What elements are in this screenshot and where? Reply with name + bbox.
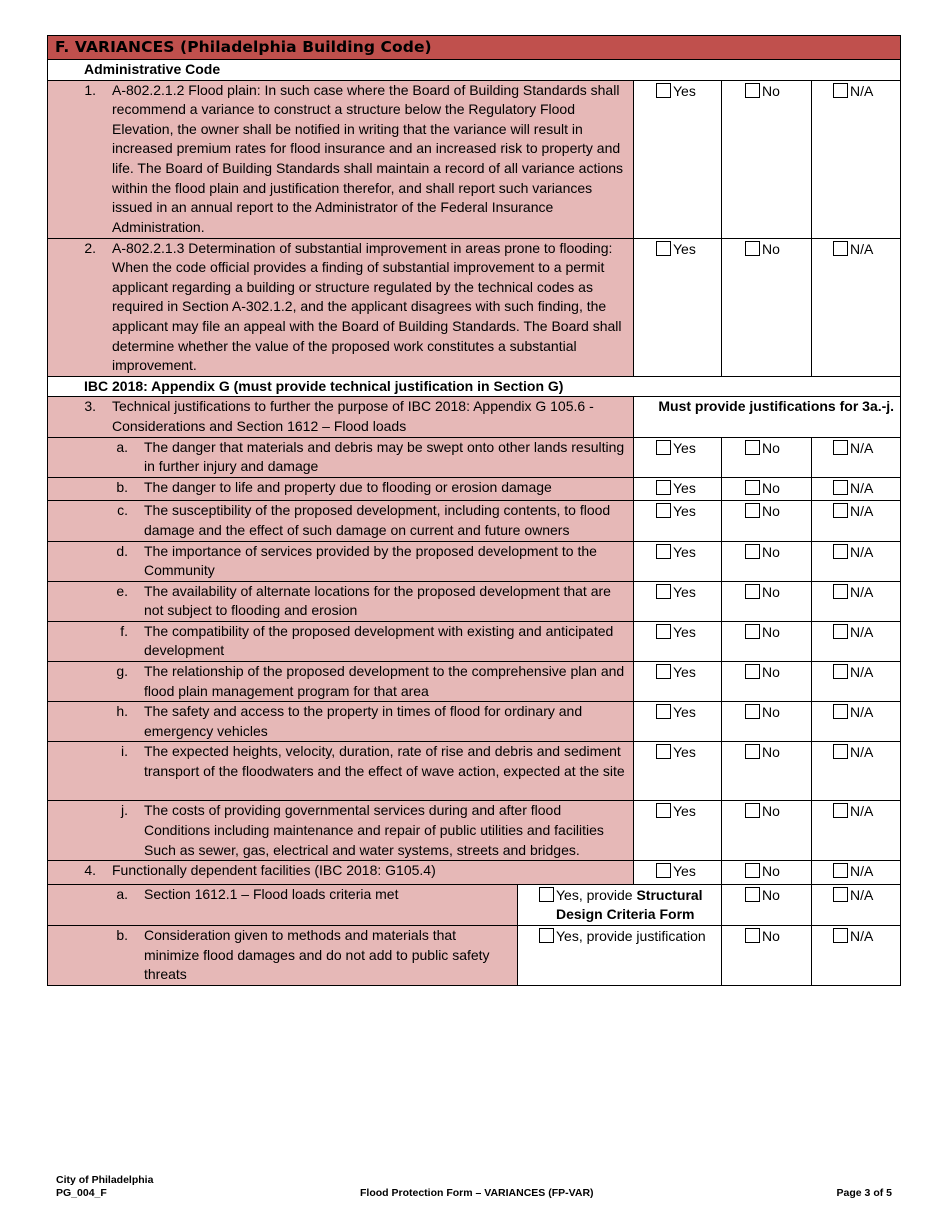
item-letter: g.	[116, 663, 128, 680]
no-label: No	[762, 803, 780, 820]
sub-item-row	[48, 662, 901, 702]
item-text: The expected heights, velocity, duration, rate of rise and debris and sediment transport of the floodwaters and the effect of wave action, expected at the site	[144, 743, 625, 780]
sub-item-row	[48, 621, 901, 661]
no-checkbox[interactable]	[745, 503, 760, 518]
item-text: Section 1612.1 – Flood loads criteria met	[144, 885, 399, 902]
ibc-heading-row	[48, 376, 901, 397]
no-checkbox[interactable]	[745, 704, 760, 719]
na-label: N/A	[850, 863, 874, 880]
na-checkbox[interactable]	[833, 803, 848, 818]
item-number: 2.	[84, 239, 96, 256]
yes-checkbox[interactable]	[656, 584, 671, 599]
na-label: N/A	[850, 744, 874, 761]
na-checkbox[interactable]	[833, 544, 848, 559]
yes-checkbox[interactable]	[656, 440, 671, 455]
na-label: N/A	[850, 623, 874, 640]
no-checkbox[interactable]	[745, 83, 760, 98]
item-letter: d.	[116, 542, 128, 559]
no-label: No	[762, 704, 780, 721]
sub-item-row	[48, 501, 901, 541]
sub-item-row	[48, 801, 901, 861]
admin-item-2-row	[48, 238, 901, 376]
no-checkbox[interactable]	[745, 664, 760, 679]
item-text: The compatibility of the proposed development with existing and anticipated development	[144, 622, 614, 659]
na-label: N/A	[850, 543, 874, 560]
na-checkbox[interactable]	[833, 928, 848, 943]
yes-checkbox[interactable]	[539, 928, 554, 943]
yes-checkbox[interactable]	[539, 887, 554, 902]
item-4b-row	[48, 926, 901, 986]
no-label: No	[762, 583, 780, 600]
yes-label: Yes	[673, 503, 696, 520]
na-checkbox[interactable]	[833, 503, 848, 518]
sub-item-row	[48, 742, 901, 801]
yes-checkbox[interactable]	[656, 803, 671, 818]
na-checkbox[interactable]	[833, 664, 848, 679]
no-checkbox[interactable]	[745, 624, 760, 639]
no-label: No	[762, 82, 780, 99]
item-letter: a.	[116, 885, 128, 902]
na-checkbox[interactable]	[833, 744, 848, 759]
yes-label: Yes	[673, 479, 696, 496]
no-checkbox[interactable]	[745, 928, 760, 943]
admin-code-heading-row	[48, 60, 901, 81]
item-4-row	[48, 861, 901, 885]
structural-form-label: Structural Design Criteria Form	[556, 886, 703, 923]
yes-checkbox[interactable]	[656, 664, 671, 679]
item-letter: j.	[121, 802, 128, 819]
yes-label: Yes	[673, 82, 696, 99]
no-checkbox[interactable]	[745, 887, 760, 902]
yes-checkbox[interactable]	[656, 83, 671, 98]
item-text: Technical justifications to further the purpose of IBC 2018: Appendix G 105.6 - Considerations and Section 1612 – Flood loads	[112, 398, 594, 434]
item-text: Functionally dependent facilities (IBC 2018: G105.4)	[112, 862, 436, 879]
yes-label: Yes	[673, 543, 696, 560]
item-text: A-802.2.1.3 Determination of substantial improvement in areas prone to flooding: When the code official provides a finding of substantial improvement to a permit applicant regarding a building or structure regulated by the technical codes as required in Section A-302.1.2, and the applicant disagrees with such finding, the applicant may file an appeal with the Board of Building Standards. The Board shall determine whether the value of the proposed work constitutes a substantial improvement.	[112, 239, 622, 374]
section-title-row	[48, 36, 901, 60]
na-checkbox[interactable]	[833, 83, 848, 98]
yes-label: Yes	[673, 439, 696, 456]
no-label: No	[762, 479, 780, 496]
sub-item-row	[48, 477, 901, 501]
no-checkbox[interactable]	[745, 584, 760, 599]
yes-checkbox[interactable]	[656, 744, 671, 759]
no-label: No	[762, 503, 780, 520]
no-label: No	[762, 543, 780, 560]
sub-item-row	[48, 541, 901, 581]
footer-left	[56, 1174, 153, 1200]
item-number: 4.	[84, 862, 96, 879]
no-checkbox[interactable]	[745, 744, 760, 759]
footer-page: Page 3 of 5	[836, 1187, 892, 1199]
yes-label: Yes, provide justification	[556, 928, 706, 944]
item-letter: a.	[116, 438, 128, 455]
na-label: N/A	[850, 583, 874, 600]
yes-label: Yes	[673, 623, 696, 640]
item-letter: i.	[121, 743, 128, 760]
na-label: N/A	[850, 928, 874, 944]
item-text: The importance of services provided by the proposed development to the Community	[144, 542, 597, 579]
variances-form-table	[47, 35, 901, 986]
item-4a-row	[48, 884, 901, 925]
no-checkbox[interactable]	[745, 544, 760, 559]
item-text: The relationship of the proposed development to the comprehensive plan and flood plain management program for that area	[144, 663, 625, 699]
yes-label: Yes	[673, 744, 696, 761]
item-text: The danger that materials and debris may be swept onto other lands resulting in further injury and damage	[144, 438, 625, 475]
na-checkbox[interactable]	[833, 887, 848, 902]
no-label: No	[762, 623, 780, 640]
no-checkbox[interactable]	[745, 803, 760, 818]
sub-item-row	[48, 437, 901, 477]
yes-label: Yes	[673, 803, 696, 820]
yes-checkbox[interactable]	[656, 503, 671, 518]
na-label: N/A	[850, 704, 874, 721]
na-label: N/A	[850, 82, 874, 99]
na-label: N/A	[850, 886, 874, 903]
item-letter: b.	[116, 927, 128, 943]
yes-label: Yes	[673, 704, 696, 721]
item-text: Consideration given to methods and materials that minimize flood damages and do not add to public safety threats	[144, 927, 490, 983]
yes-label: Yes	[673, 863, 696, 880]
no-label: No	[762, 664, 780, 681]
na-label: N/A	[850, 479, 874, 496]
item-letter: e.	[116, 582, 128, 599]
no-checkbox[interactable]	[745, 440, 760, 455]
item-letter: b.	[116, 478, 128, 495]
item-number: 3.	[84, 398, 96, 415]
sub-items-list	[48, 437, 901, 861]
na-checkbox[interactable]	[833, 440, 848, 455]
yes-checkbox[interactable]	[656, 480, 671, 495]
item-text: A-802.2.1.2 Flood plain: In such case where the Board of Building Standards shall recommend a variance to construct a structure below the Regulatory Flood Elevation, the owner shall be notified in writing that the variance will result in increased premium rates for flood insurance and an increased risk to property and life. The Board of Building Standards shall maintain a record of all variance actions within the flood plain and justification therefor, and shall report such variances issued in an annual report to the Administrator of the Federal Insurance Administration.	[112, 81, 624, 235]
yes-checkbox[interactable]	[656, 704, 671, 719]
na-checkbox[interactable]	[833, 863, 848, 878]
yes-checkbox[interactable]	[656, 544, 671, 559]
item-letter: c.	[117, 502, 128, 519]
no-label: No	[762, 886, 780, 903]
na-label: N/A	[850, 439, 874, 456]
ibc-heading: IBC 2018: Appendix G (must provide technical justification in Section G)	[48, 376, 901, 397]
footer-org: City of Philadelphia	[56, 1174, 154, 1186]
item-text: The danger to life and property due to flooding or erosion damage	[144, 478, 552, 495]
no-checkbox[interactable]	[745, 480, 760, 495]
no-checkbox[interactable]	[745, 241, 760, 256]
item-text: The susceptibility of the proposed development, including contents, to flood damage and the effect of such damage on current and future owners	[144, 502, 611, 538]
yes-label: Yes	[673, 583, 696, 600]
na-checkbox[interactable]	[833, 704, 848, 719]
no-label: No	[762, 928, 780, 944]
na-label: N/A	[850, 503, 874, 520]
yes-checkbox[interactable]	[656, 863, 671, 878]
admin-code-heading: Administrative Code	[48, 60, 901, 81]
footer-form-name: Flood Protection Form – VARIANCES (FP-VAR)	[360, 1187, 594, 1199]
item-text: The safety and access to the property in times of flood for ordinary and emergency vehicles	[144, 703, 583, 739]
yes-label: Yes, provide Structural Design Criteria Form	[556, 886, 703, 923]
item-text: The costs of providing governmental services during and after flood Conditions including maintenance and repair of public utilities and facilities Such as sewer, gas, electrical and water systems, streets and bridges.	[144, 802, 604, 858]
na-checkbox[interactable]	[833, 624, 848, 639]
yes-label: Yes	[673, 664, 696, 681]
no-label: No	[762, 439, 780, 456]
sub-item-row	[48, 702, 901, 742]
na-label: N/A	[850, 803, 874, 820]
yes-label: Yes	[673, 240, 696, 257]
item-letter: h.	[116, 703, 128, 720]
item-text: The availability of alternate locations for the proposed development that are not subject to flooding and erosion	[144, 582, 611, 619]
admin-item-1-row	[48, 80, 901, 238]
footer-code: PG_004_F	[56, 1187, 107, 1199]
item-number: 1.	[84, 81, 96, 98]
yes-checkbox[interactable]	[656, 241, 671, 256]
item-3-row	[48, 397, 901, 437]
item-letter: f.	[120, 622, 128, 639]
sub-item-row	[48, 581, 901, 621]
justification-note: Must provide justifications for 3a.-j.	[634, 397, 901, 437]
na-label: N/A	[850, 240, 874, 257]
no-label: No	[762, 863, 780, 880]
no-label: No	[762, 240, 780, 257]
yes-checkbox[interactable]	[656, 624, 671, 639]
na-checkbox[interactable]	[833, 480, 848, 495]
no-checkbox[interactable]	[745, 863, 760, 878]
no-label: No	[762, 744, 780, 761]
na-label: N/A	[850, 664, 874, 681]
section-title: F. VARIANCES (Philadelphia Building Code)	[48, 36, 901, 60]
na-checkbox[interactable]	[833, 584, 848, 599]
na-checkbox[interactable]	[833, 241, 848, 256]
